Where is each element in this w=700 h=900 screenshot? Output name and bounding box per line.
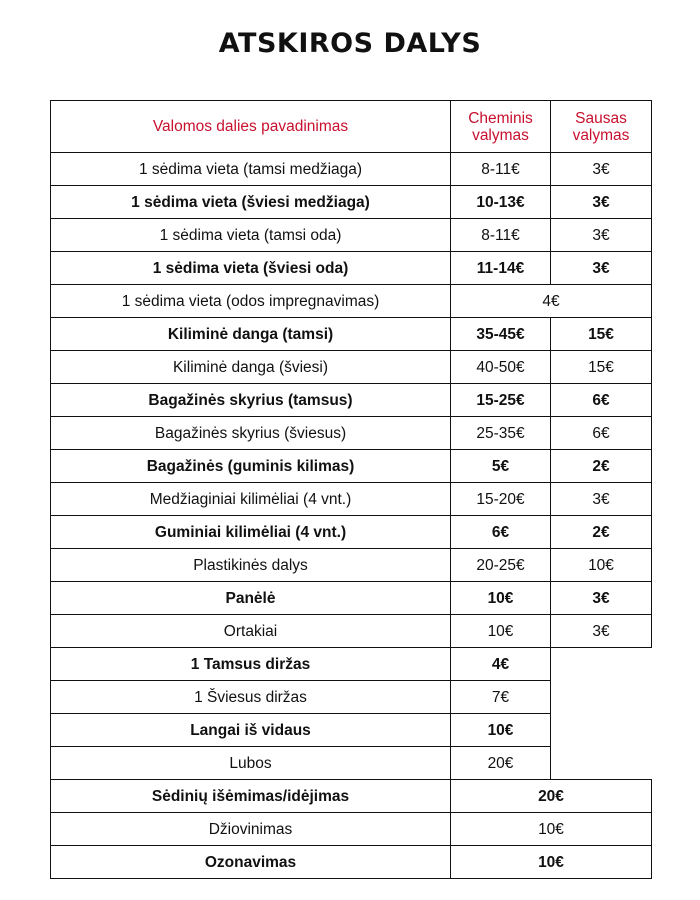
table-row <box>51 153 652 186</box>
chemical-price-cell: 40-50€ <box>451 351 551 384</box>
dry-price-cell: 6€ <box>551 417 652 450</box>
header-chemical-line2: valymas <box>472 126 529 144</box>
dry-price-cell: 15€ <box>551 318 652 351</box>
table-row <box>51 780 652 813</box>
table-row <box>51 252 652 285</box>
chemical-price-cell: 10€ <box>451 582 551 615</box>
combined-price-cell: 4€ <box>451 285 652 318</box>
chemical-price-cell: 35-45€ <box>451 318 551 351</box>
part-name-cell: 1 sėdima vieta (šviesi oda) <box>51 252 451 285</box>
chemical-price-cell: 4€ <box>451 648 551 681</box>
part-name-cell: Džiovinimas <box>51 813 451 846</box>
part-name-cell: Bagažinės (guminis kilimas) <box>51 450 451 483</box>
part-name-cell: Kiliminė danga (šviesi) <box>51 351 451 384</box>
part-name-cell: Plastikinės dalys <box>51 549 451 582</box>
part-name-cell: Langai iš vidaus <box>51 714 451 747</box>
chemical-price-cell: 6€ <box>451 516 551 549</box>
table-row <box>51 351 652 384</box>
page-title: ATSKIROS DALYS <box>218 28 482 59</box>
chemical-price-cell: 15-20€ <box>451 483 551 516</box>
chemical-price-cell: 20€ <box>451 747 551 780</box>
part-name-cell: 1 Tamsus diržas <box>51 648 451 681</box>
part-name-cell: Ortakiai <box>51 615 451 648</box>
dry-price-cell: 3€ <box>551 252 652 285</box>
table-row <box>51 417 652 450</box>
table-row <box>51 483 652 516</box>
table-row <box>51 846 652 879</box>
dry-price-cell: 15€ <box>551 351 652 384</box>
part-name-cell: Medžiaginiai kilimėliai (4 vnt.) <box>51 483 451 516</box>
price-table <box>50 100 652 879</box>
header-part-name: Valomos dalies pavadinimas <box>51 101 451 153</box>
combined-price-cell: 10€ <box>451 846 652 879</box>
table-row <box>51 219 652 252</box>
table-row <box>51 186 652 219</box>
combined-price-cell: 20€ <box>451 780 652 813</box>
chemical-price-cell: 8-11€ <box>451 153 551 186</box>
part-name-cell: Bagažinės skyrius (šviesus) <box>51 417 451 450</box>
dry-price-cell: 2€ <box>551 450 652 483</box>
chemical-price-cell: 5€ <box>451 450 551 483</box>
chemical-price-cell: 25-35€ <box>451 417 551 450</box>
header-chemical-cleaning <box>451 101 551 153</box>
chemical-price-cell: 10€ <box>451 615 551 648</box>
header-chemical-line1: Cheminis <box>468 109 533 127</box>
chemical-price-cell: 11-14€ <box>451 252 551 285</box>
table-row <box>51 285 652 318</box>
empty-cell <box>551 681 652 714</box>
part-name-cell: 1 sėdima vieta (odos impregnavimas) <box>51 285 451 318</box>
header-dry-line1: Sausas <box>575 109 627 127</box>
chemical-price-cell: 15-25€ <box>451 384 551 417</box>
chemical-price-cell: 8-11€ <box>451 219 551 252</box>
chemical-price-cell: 20-25€ <box>451 549 551 582</box>
table-header-row <box>51 101 652 153</box>
dry-price-cell: 3€ <box>551 582 652 615</box>
table-row <box>51 615 652 648</box>
part-name-cell: Ozonavimas <box>51 846 451 879</box>
combined-price-cell: 10€ <box>451 813 652 846</box>
table-row <box>51 549 652 582</box>
part-name-cell: 1 sėdima vieta (tamsi oda) <box>51 219 451 252</box>
table-row <box>51 648 652 681</box>
dry-price-cell: 3€ <box>551 219 652 252</box>
table-row <box>51 384 652 417</box>
part-name-cell: Kiliminė danga (tamsi) <box>51 318 451 351</box>
part-name-cell: 1 sėdima vieta (šviesi medžiaga) <box>51 186 451 219</box>
part-name-cell: Guminiai kilimėliai (4 vnt.) <box>51 516 451 549</box>
table-row <box>51 747 652 780</box>
chemical-price-cell: 10-13€ <box>451 186 551 219</box>
table-row <box>51 450 652 483</box>
part-name-cell: 1 Šviesus diržas <box>51 681 451 714</box>
part-name-cell: Sėdinių išėmimas/idėjimas <box>51 780 451 813</box>
part-name-cell: 1 sėdima vieta (tamsi medžiaga) <box>51 153 451 186</box>
dry-price-cell: 3€ <box>551 483 652 516</box>
empty-cell <box>551 747 652 780</box>
header-dry-line2: valymas <box>572 126 630 144</box>
table-row <box>51 714 652 747</box>
dry-price-cell: 2€ <box>551 516 652 549</box>
part-name-cell: Lubos <box>51 747 451 780</box>
chemical-price-cell: 10€ <box>451 714 551 747</box>
chemical-price-cell: 7€ <box>451 681 551 714</box>
empty-cell <box>551 648 652 681</box>
empty-cell <box>551 714 652 747</box>
table-row <box>51 582 652 615</box>
part-name-cell: Bagažinės skyrius (tamsus) <box>51 384 451 417</box>
table-row <box>51 318 652 351</box>
table-row <box>51 681 652 714</box>
dry-price-cell: 3€ <box>551 186 652 219</box>
dry-price-cell: 10€ <box>551 549 652 582</box>
table-row <box>51 813 652 846</box>
dry-price-cell: 3€ <box>551 615 652 648</box>
dry-price-cell: 3€ <box>551 153 652 186</box>
dry-price-cell: 6€ <box>551 384 652 417</box>
part-name-cell: Panėlė <box>51 582 451 615</box>
table-row <box>51 516 652 549</box>
header-dry-cleaning <box>551 101 652 153</box>
